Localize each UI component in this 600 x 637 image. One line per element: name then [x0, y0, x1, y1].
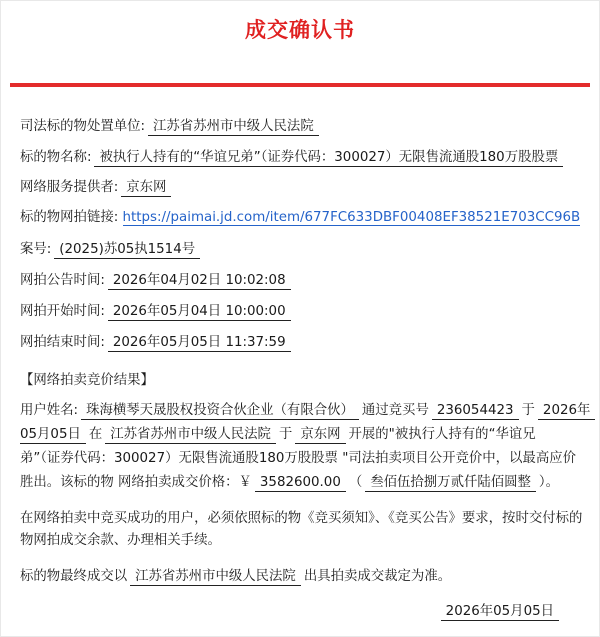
deal-date-part2: 05月05日 — [20, 427, 86, 444]
row-start-time — [20, 302, 294, 322]
auction-link-label: 标的物网拍链接: — [20, 210, 119, 225]
result-court: 江苏省苏州市中级人民法院 — [105, 427, 276, 444]
sign-date-value: 2026年05月05日 — [441, 604, 559, 621]
row-announce-time — [20, 271, 294, 291]
case-number-value: (2025)苏05执1514号 — [54, 242, 200, 259]
result-platform: 京东网 — [295, 427, 345, 444]
deal-price-words: 叁佰伍拾捌万贰仟陆佰圆整 — [365, 475, 536, 492]
row-disposal-unit — [20, 117, 322, 137]
auction-link[interactable]: https://paimai.jd.com/item/677FC633DBF00408EF38521E703CC96B — [122, 210, 581, 225]
row-auction-link — [20, 208, 580, 228]
final-suffix: 出具拍卖成交裁定为准。 — [303, 569, 452, 584]
title-divider — [10, 83, 590, 87]
provider-label: 网络服务提供者: — [20, 180, 119, 195]
notice-paragraph: 在网络拍卖中竞买成功的用户，必须依照标的物《竞买须知》、《竞买公告》要求，按时交付标的物网拍成交余款、办理相关手续。 — [20, 511, 583, 548]
sign-date — [438, 600, 562, 619]
at-text: 于 — [521, 403, 535, 418]
held-text: 开展的"被执行人持有的“华谊兄 — [348, 427, 536, 442]
final-line — [20, 567, 451, 587]
in-text: 在 — [88, 427, 103, 442]
user-name-label: 用户姓名: — [20, 403, 79, 418]
document-title: 成交确认书 — [245, 18, 355, 42]
row-case-number — [20, 240, 203, 260]
row-end-time — [20, 333, 294, 353]
announce-time-value: 2026年04月02日 10:02:08 — [108, 273, 291, 290]
final-prefix: 标的物最终成交以 — [20, 569, 128, 584]
deal-date-part1: 2026年 — [538, 403, 595, 420]
final-court: 江苏省苏州市中级人民法院 — [130, 569, 301, 586]
row-provider — [20, 178, 174, 198]
deal-price: 3582600.00 — [255, 475, 346, 492]
line-end: ）。 — [538, 475, 560, 490]
case-number-label: 案号: — [20, 242, 52, 257]
item-name-label: 标的物名称: — [20, 150, 92, 165]
start-time-label: 网拍开始时间: — [20, 304, 105, 319]
on-text: 于 — [278, 427, 293, 442]
result-line-3: 弟”（证券代码：300027）无限售流通股180万股股票 "司法拍卖项目公开竞价中，以最高应价 — [20, 451, 576, 466]
announce-time-label: 网拍公告时间: — [20, 273, 105, 288]
item-name-value: 被执行人持有的“华谊兄弟”（证券代码：300027）无限售流通股180万股股票 — [94, 150, 563, 167]
row-item-name — [20, 148, 566, 168]
end-time-value: 2026年05月05日 11:37:59 — [108, 335, 291, 352]
end-time-label: 网拍结束时间: — [20, 335, 105, 350]
disposal-unit-value: 江苏省苏州市中级人民法院 — [148, 119, 319, 136]
disposal-unit-label: 司法标的物处置单位: — [20, 119, 146, 134]
bid-number-label: 通过竞买号 — [361, 403, 429, 418]
result-header: 【网络拍卖竞价结果】 — [20, 373, 154, 388]
start-time-value: 2026年05月04日 10:00:00 — [108, 304, 291, 321]
result-line-2 — [20, 425, 536, 445]
user-name-value: 珠海横琴天晟股权投资合伙企业（有限合伙） — [81, 403, 359, 420]
price-label: 胜出。该标的物 网络拍卖成交价格：￥ — [20, 475, 252, 490]
result-line-1 — [20, 401, 598, 421]
result-line-4: 胜出。该标的物 网络拍卖成交价格：￥ 3582600.00 （ 叁佰伍拾捌万贰仟陆佰圆整 ）。 — [20, 475, 560, 490]
provider-value: 京东网 — [121, 180, 171, 197]
bid-number-value: 236054423 — [432, 403, 519, 420]
